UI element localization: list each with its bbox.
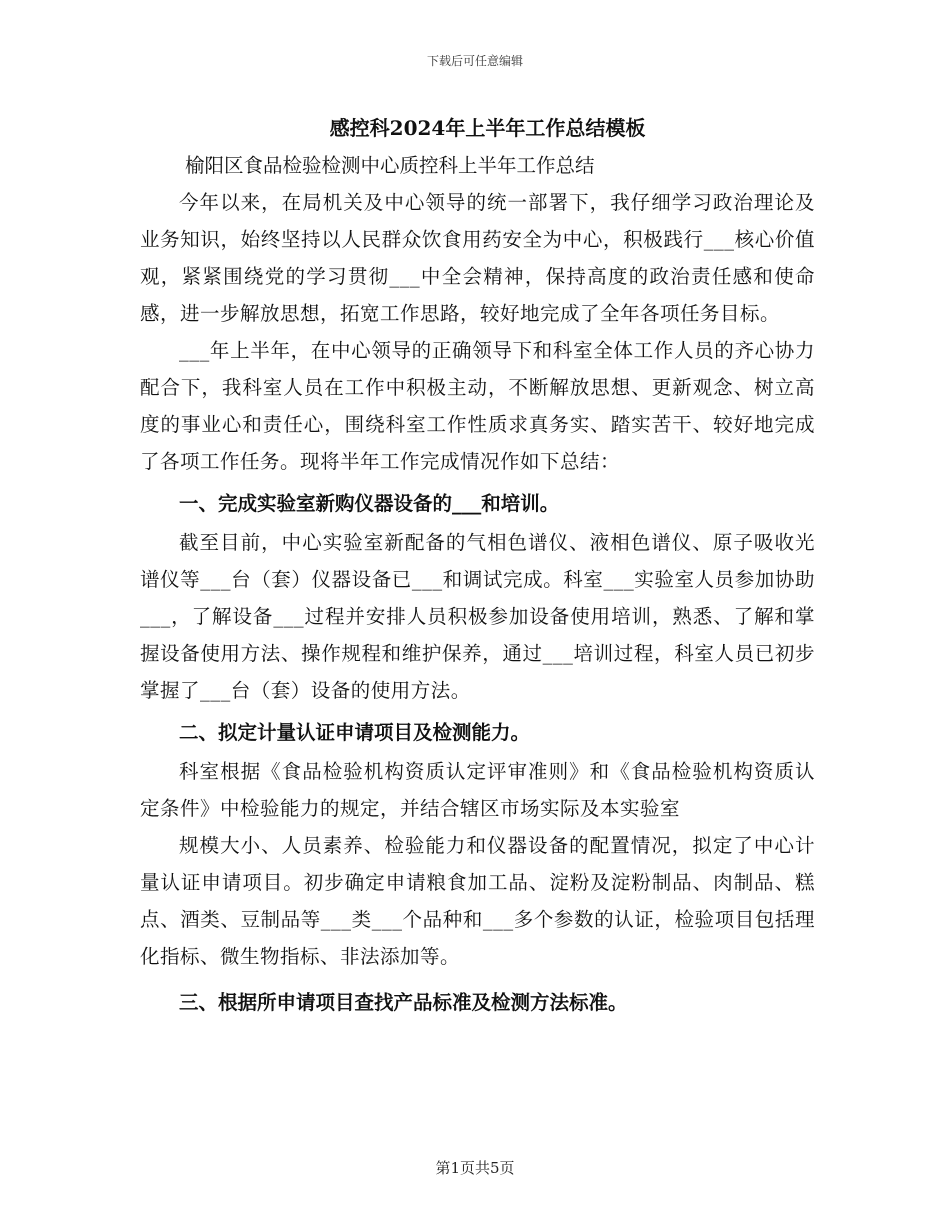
section-1-paragraph: 截至目前，中心实验室新配备的气相色谱仪、液相色谱仪、原子吸收光谱仪等___台（套）仪器设备已___和调试完成。科室___实验室人员参加协助___，了解设备___过程并安排人员积极参加设备使用培训，熟悉、了解和掌握设备使用方法、操作规程和维护保养，通过___培训过程，科室人员已初步掌握了___台（套）设备的使用方法。 xyxy=(140,531,815,702)
intro-paragraph-1: 今年以来，在局机关及中心领导的统一部署下，我仔细学习政治理论及业务知识，始终坚持以人民群众饮食用药安全为中心，积极践行___核心价值观，紧紧围绕党的学习贯彻___中全会精神，保持高度的政治责任感和使命感，进一步解放思想，拓宽工作思路，较好地完成了全年各项任务目标。 xyxy=(140,191,815,325)
section-2-paragraph-1: 科室根据《食品检验机构资质认定评审准则》和《食品检验机构资质认定条件》中检验能力的规定，并结合辖区市场实际及本实验室 xyxy=(140,760,815,820)
page-number: 第1页共5页 xyxy=(435,1159,515,1177)
section-2-heading: 二、拟定计量认证申请项目及检测能力。 xyxy=(179,721,531,744)
document-title: 感控科2024年上半年工作总结模板 xyxy=(329,116,646,140)
section-1-heading: 一、完成实验室新购仪器设备的___和培训。 xyxy=(179,492,560,515)
document-subtitle: 榆阳区食品检验检测中心质控科上半年工作总结 xyxy=(185,154,595,177)
document-body xyxy=(140,112,815,1023)
section-3-heading: 三、根据所申请项目查找产品标准及检测方法标准。 xyxy=(179,991,628,1014)
section-2-paragraph-2: 规模大小、人员素养、检验能力和仪器设备的配置情况，拟定了中心计量认证申请项目。初步确定申请粮食加工品、淀粉及淀粉制品、肉制品、糕点、酒类、豆制品等___类___个品种和___多个参数的认证，检验项目包括理化指标、微生物指标、非法添加等。 xyxy=(140,834,815,968)
intro-paragraph-2: ___年上半年，在中心领导的正确领导下和科室全体工作人员的齐心协力配合下，我科室人员在工作中积极主动，不断解放思想、更新观念、树立高度的事业心和责任心，围绕科室工作性质求真务实、踏实苦干、较好地完成了各项工作任务。现将半年工作完成情况作如下总结： xyxy=(140,339,815,473)
page-header-note: 下载后可任意编辑 xyxy=(426,54,523,68)
